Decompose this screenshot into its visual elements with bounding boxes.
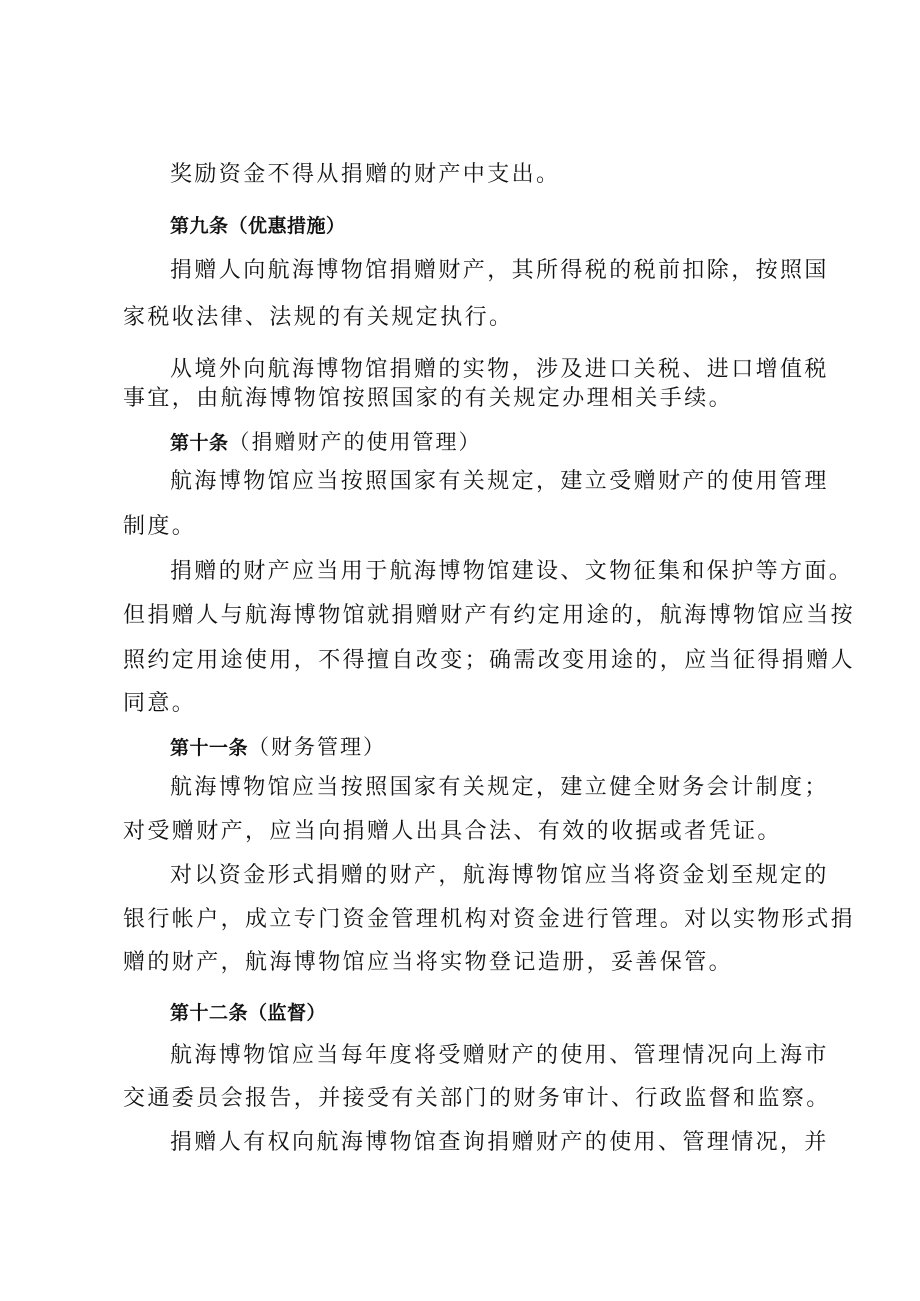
text-line: 航海博物馆应当每年度将受赠财产的使用、管理情况向上海市: [170, 1043, 829, 1068]
text-line: 奖励资金不得从捐赠的财产中支出。: [170, 162, 561, 187]
text-line: 对以资金形式捐赠的财产，航海博物馆应当将资金划至规定的: [170, 863, 829, 888]
article-number: 第九条: [170, 215, 229, 237]
article-number: 第十二条: [170, 1002, 249, 1024]
text-line: 制度。: [123, 514, 197, 539]
article-11-heading: [170, 732, 386, 763]
article-title: （财务管理）: [248, 735, 387, 759]
text-line: 对受赠财产，应当向捐赠人出具合法、有效的收据或者凭证。: [123, 819, 782, 844]
text-line: 航海博物馆应当按照国家有关规定，建立受赠财产的使用管理: [170, 469, 829, 494]
text-line: 银行帐户，成立专门资金管理机构对资金进行管理。对以实物形式捐: [123, 907, 856, 932]
text-line: 从境外向航海博物馆捐赠的实物，涉及进口关税、进口增值税: [170, 357, 829, 382]
article-number: 第十一条: [170, 737, 249, 759]
text-line: 交通委员会报告，并接受有关部门的财务审计、行政监督和监察。: [123, 1086, 831, 1111]
text-line: 捐赠人向航海博物馆捐赠财产，其所得税的税前扣除，按照国: [170, 258, 829, 283]
text-line: 同意。: [123, 691, 197, 716]
text-line: 航海博物馆应当按照国家有关规定，建立健全财务会计制度；: [170, 775, 829, 800]
article-title: （优惠措施）: [228, 215, 346, 237]
article-title: （捐赠财产的使用管理）: [228, 430, 482, 454]
article-12-heading: [170, 998, 326, 1028]
text-line: 家税收法律、法规的有关规定执行。: [123, 305, 514, 330]
article-title: （监督）: [248, 1002, 327, 1024]
text-line: 捐赠的财产应当用于航海博物馆建设、文物征集和保护等方面。: [170, 559, 854, 584]
text-line: 照约定用途使用，不得擅自改变；确需改变用途的，应当征得捐赠人: [123, 648, 856, 673]
text-line: 但捐赠人与航海博物馆就捐赠财产有约定用途的，航海博物馆应当按: [123, 603, 856, 628]
text-line: 赠的财产，航海博物馆应当将实物登记造册，妥善保管。: [123, 950, 734, 975]
article-10-heading: [170, 427, 482, 458]
article-9-heading: [170, 211, 346, 241]
text-line: 捐赠人有权向航海博物馆查询捐赠财产的使用、管理情况，并: [170, 1130, 829, 1155]
article-number: 第十条: [170, 432, 229, 454]
text-line: 事宜，由航海博物馆按照国家的有关规定办理相关手续。: [123, 386, 734, 411]
